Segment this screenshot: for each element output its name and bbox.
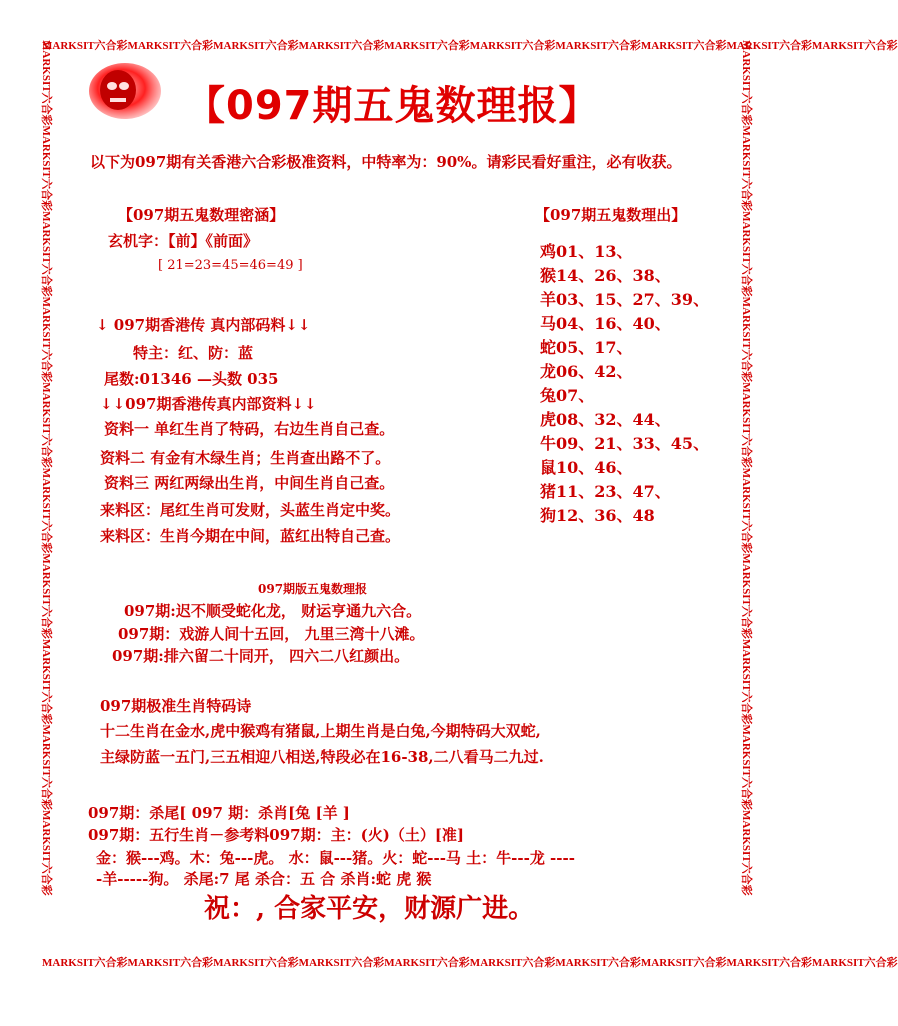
list-item: 牛09、21、33、45、 xyxy=(540,434,710,453)
intro-text: 以下为097期有关香港六合彩极准资料，中特率为：90%。请彩民看好重注，必有收获。 xyxy=(90,153,682,171)
bottom-line-2: 097期：五行生肖－参考料097期：主：(火)（土）[准] xyxy=(88,826,465,844)
poem-line-1: 097期:迟不顺受蛇化龙， 财运亨通九六合。 xyxy=(124,602,422,620)
list-item: 龙06、42、 xyxy=(540,362,633,381)
poem-line-2: 097期：戏游人间十五回， 九里三湾十八滩。 xyxy=(118,625,425,643)
insider-line-2: 资料二 有金有木绿生肖；生肖查出路不了。 xyxy=(100,449,391,467)
special-poem-heading: 097期极准生肖特码诗 xyxy=(100,697,252,715)
list-item: 羊03、15、27、39、 xyxy=(540,290,710,309)
list-item: 狗12、36、48 xyxy=(540,506,655,525)
insider-heading-2: ↓↓097期香港传真内部资料↓↓ xyxy=(100,395,317,413)
insider-heading-1: ↓ 097期香港传 真内部码料↓↓ xyxy=(96,316,311,334)
skull-logo-icon xyxy=(88,62,162,120)
poem-heading: 097期版五鬼数理报 xyxy=(258,582,368,596)
watermark-left: MARKSIT六合彩MARKSIT六合彩MARKSIT六合彩MARKSIT六合彩MARKSIT六合彩MARKSIT六合彩MARKSIT六合彩MARKSIT六合彩MARKSIT六合彩MARKSIT六合彩 xyxy=(40,40,52,896)
bottom-line-3: 金：猴---鸡。木：兔---虎。 水：鼠---猪。火：蛇---马 土：牛---龙 ---- xyxy=(96,849,575,867)
list-item: 蛇05、17、 xyxy=(540,338,633,357)
xuanji-text: 玄机字：【前】《前面》 xyxy=(108,232,259,250)
bottom-line-1: 097期：杀尾[ 097 期：杀肖[兔 [羊 ] xyxy=(88,804,350,822)
list-item: 虎08、32、44、 xyxy=(540,410,671,429)
secret-numbers: [ 21=23=45=46=49 ] xyxy=(158,258,303,273)
page-title: 【097期五鬼数理报】 xyxy=(185,83,600,129)
bottom-line-4: -羊-----狗。 杀尾:7 尾 杀合：五 合 杀肖:蛇 虎 猴 xyxy=(96,870,432,888)
insider-line-1: 资料一 单红生肖了特码，右边生肖自己查。 xyxy=(104,420,395,438)
watermark-bottom: MARKSIT六合彩MARKSIT六合彩MARKSIT六合彩MARKSIT六合彩MARKSIT六合彩MARKSIT六合彩MARKSIT六合彩MARKSIT六合彩MARKSIT六合彩MARKSIT六合彩 xyxy=(42,957,898,969)
list-item: 鼠10、46、 xyxy=(540,458,633,477)
list-item: 鸡01、13、 xyxy=(540,242,633,261)
list-item: 马04、16、40、 xyxy=(540,314,671,333)
list-item: 兔07、 xyxy=(540,386,595,405)
numbers-out-list xyxy=(540,240,709,528)
special-poem-line-2: 主绿防蓝一五门,三五相迎八相送,特段必在16-38,二八看马二九过. xyxy=(100,748,544,766)
tezhu-text: 特主：红、防：蓝 xyxy=(133,344,254,362)
list-item: 猴14、26、38、 xyxy=(540,266,671,285)
insider-line-4: 来料区：尾红生肖可发财，头蓝生肖定中奖。 xyxy=(100,501,401,519)
blessing-text: 祝：, 合家平安，财源广进。 xyxy=(204,894,535,924)
insider-line-3: 资料三 两红两绿出生肖，中间生肖自己查。 xyxy=(104,474,395,492)
list-item: 猪11、23、47、 xyxy=(540,482,671,501)
weishu-text: 尾数:01346 —头数 035 xyxy=(104,370,279,388)
insider-line-5: 来料区：生肖今期在中间，蓝红出特自己查。 xyxy=(100,527,401,545)
special-poem-line-1: 十二生肖在金水,虎中猴鸡有猪鼠,上期生肖是白兔,今期特码大双蛇, xyxy=(100,722,541,740)
watermark-right: MARKSIT六合彩MARKSIT六合彩MARKSIT六合彩MARKSIT六合彩MARKSIT六合彩MARKSIT六合彩MARKSIT六合彩MARKSIT六合彩MARKSIT六合彩MARKSIT六合彩 xyxy=(740,40,752,896)
poem-line-3: 097期:排六留二十同开， 四六二八红颜出。 xyxy=(112,647,410,665)
numbers-out-heading: 【097期五鬼数理出】 xyxy=(535,206,687,224)
watermark-top: MARKSIT六合彩MARKSIT六合彩MARKSIT六合彩MARKSIT六合彩MARKSIT六合彩MARKSIT六合彩MARKSIT六合彩MARKSIT六合彩MARKSIT六合彩MARKSIT六合彩 xyxy=(42,40,898,52)
secret-heading: 【097期五鬼数理密涵】 xyxy=(118,206,285,224)
